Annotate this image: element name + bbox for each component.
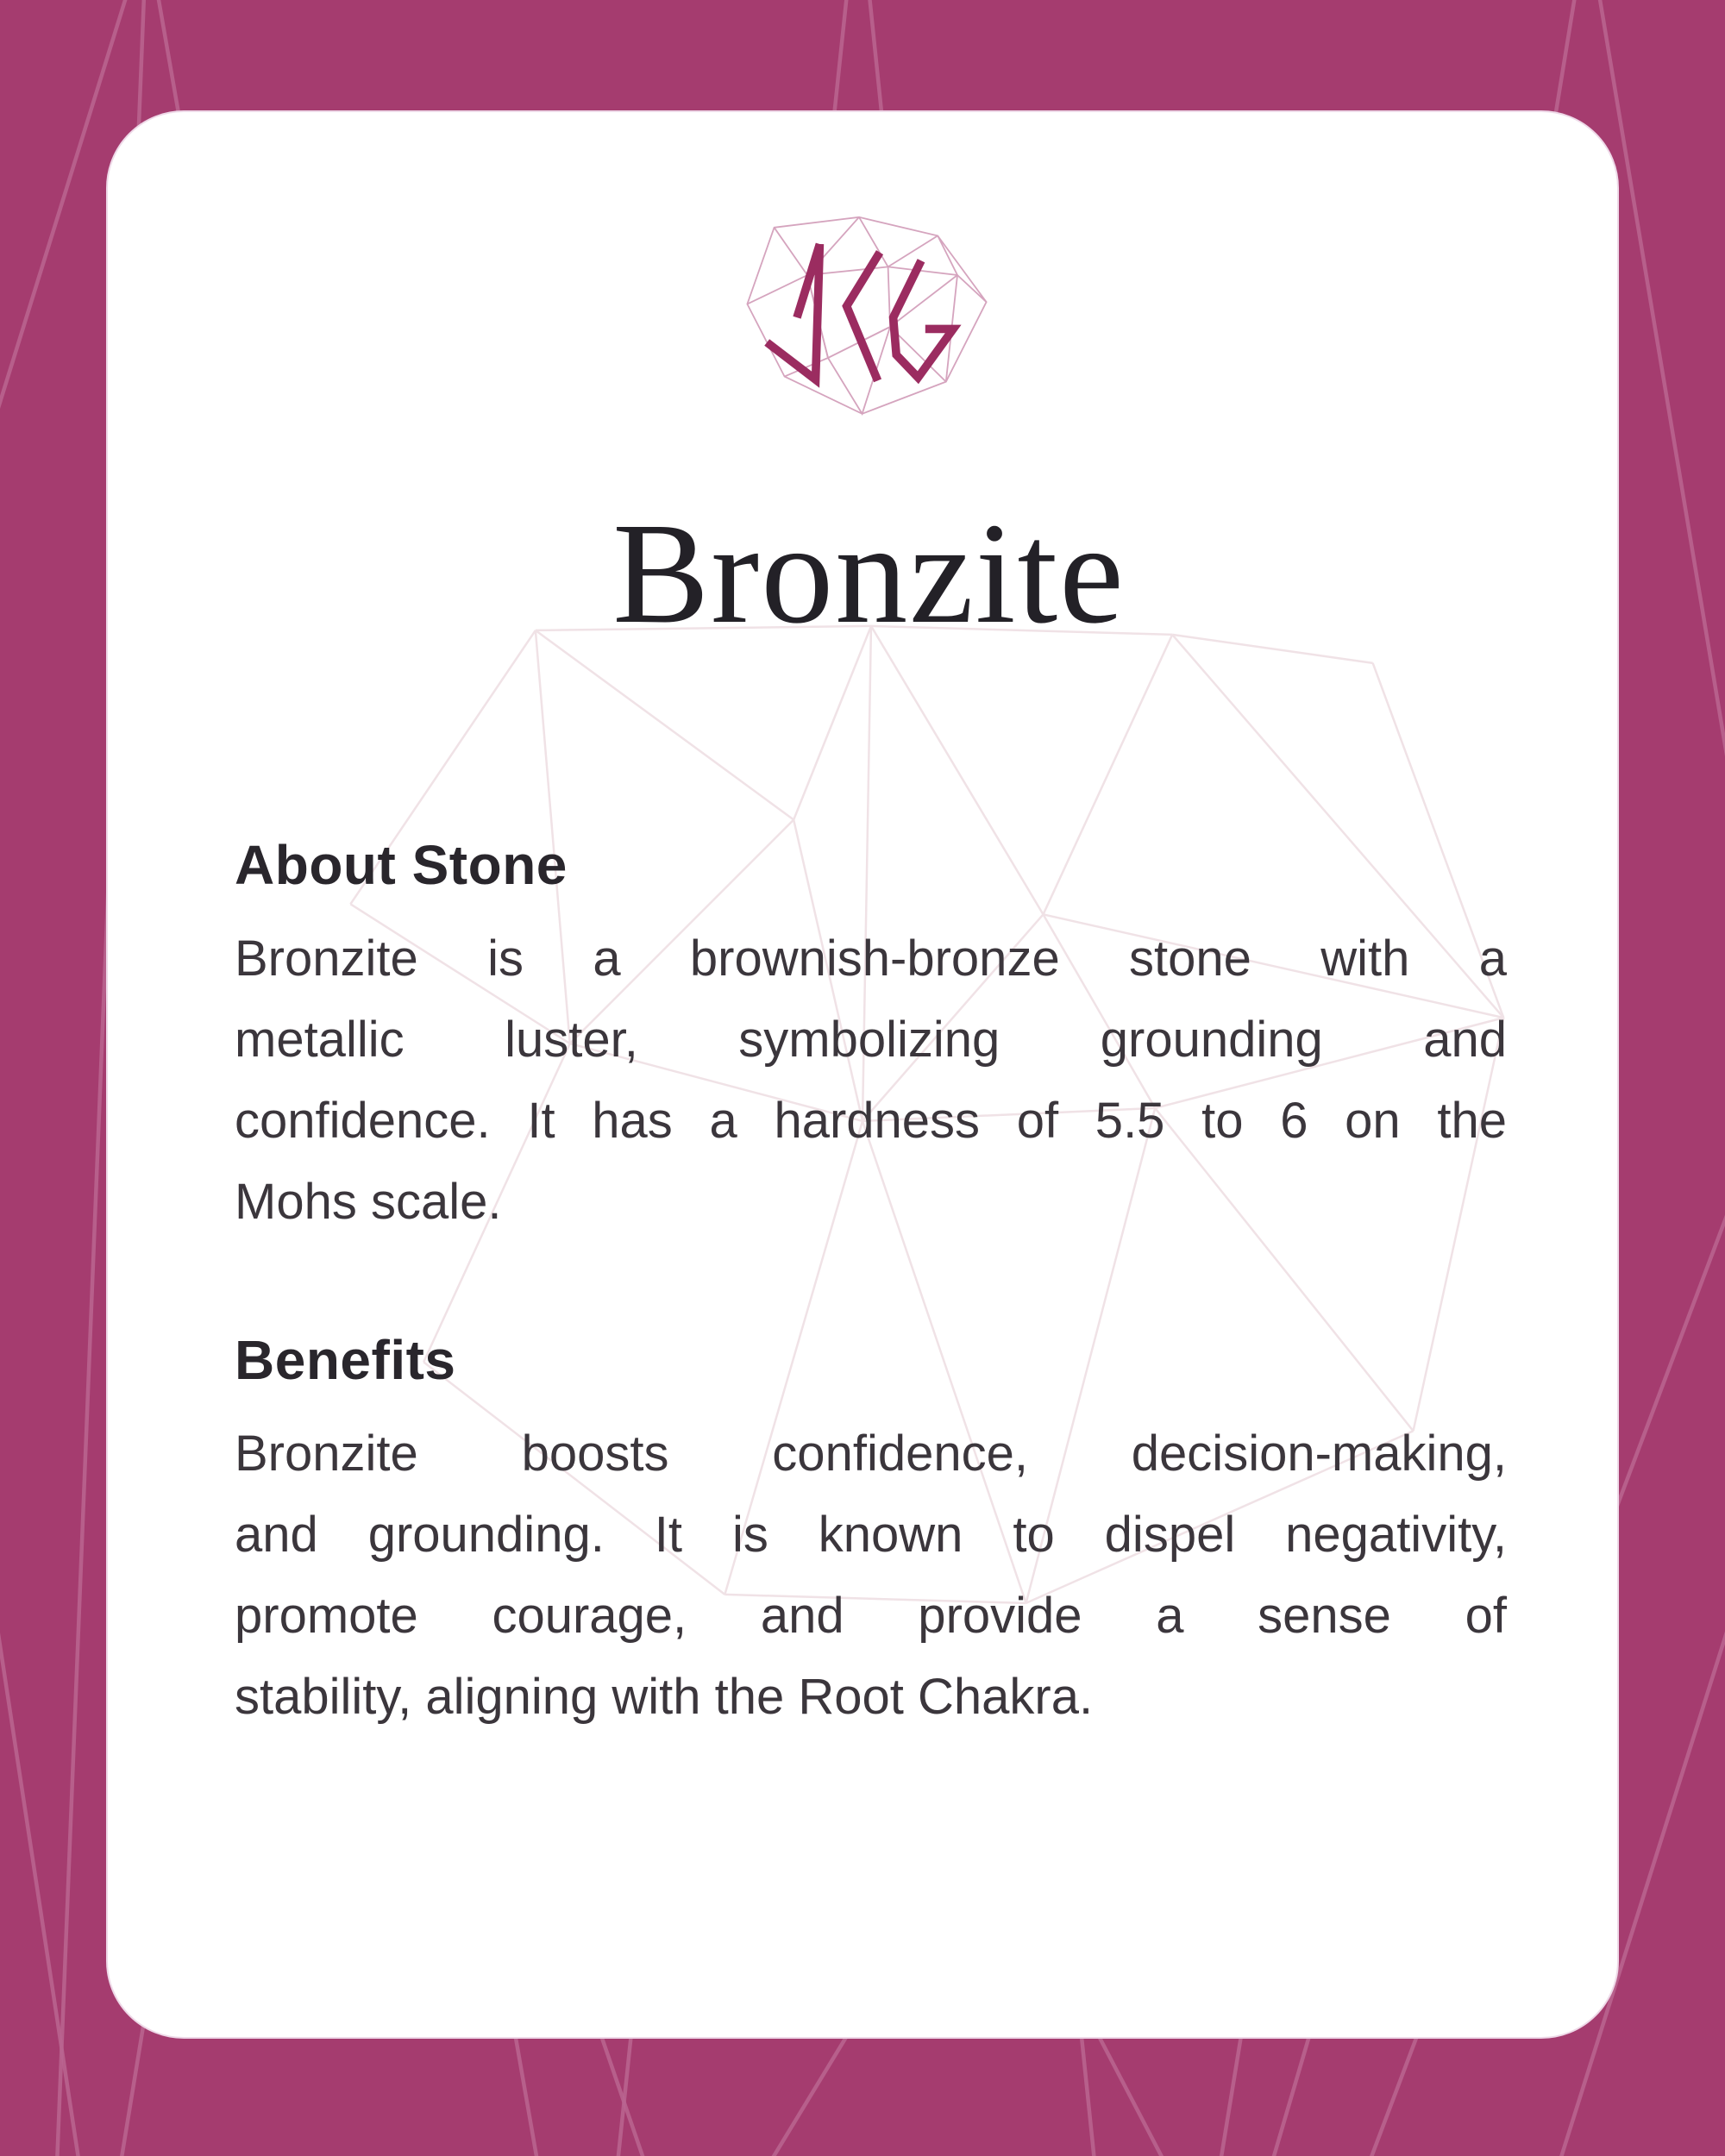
text-column	[235, 642, 1507, 1738]
benefits-line-1: Bronzite boosts confidence, decision-making,	[235, 1426, 1507, 1482]
about-line-3: confidence. It has a hardness of 5.5 to 6 on the	[235, 1093, 1507, 1149]
about-line-4: Mohs scale.	[235, 1174, 502, 1230]
benefits-line-2: and grounding. It is known to dispel negativity,	[235, 1507, 1507, 1563]
about-line-2: metallic luster, symbolizing grounding and	[235, 1012, 1507, 1068]
card-content	[108, 112, 1617, 2037]
benefits-paragraph	[235, 1413, 1507, 1738]
about-line-1: Bronzite is a brownish-bronze stone with a	[235, 931, 1507, 987]
stone-title: Bronzite	[612, 493, 1126, 654]
section-about-stone	[235, 834, 1507, 1243]
benefits-line-3: promote courage, and provide a sense of	[235, 1588, 1507, 1644]
jcg-monogram-logo-icon	[735, 213, 1004, 420]
section-benefits	[235, 1329, 1507, 1738]
benefits-line-4: stability, aligning with the Root Chakra.	[235, 1669, 1094, 1725]
stone-info-card	[106, 110, 1619, 2039]
about-stone-paragraph	[235, 918, 1507, 1243]
about-stone-heading: About Stone	[235, 834, 568, 896]
benefits-heading: Benefits	[235, 1329, 456, 1391]
